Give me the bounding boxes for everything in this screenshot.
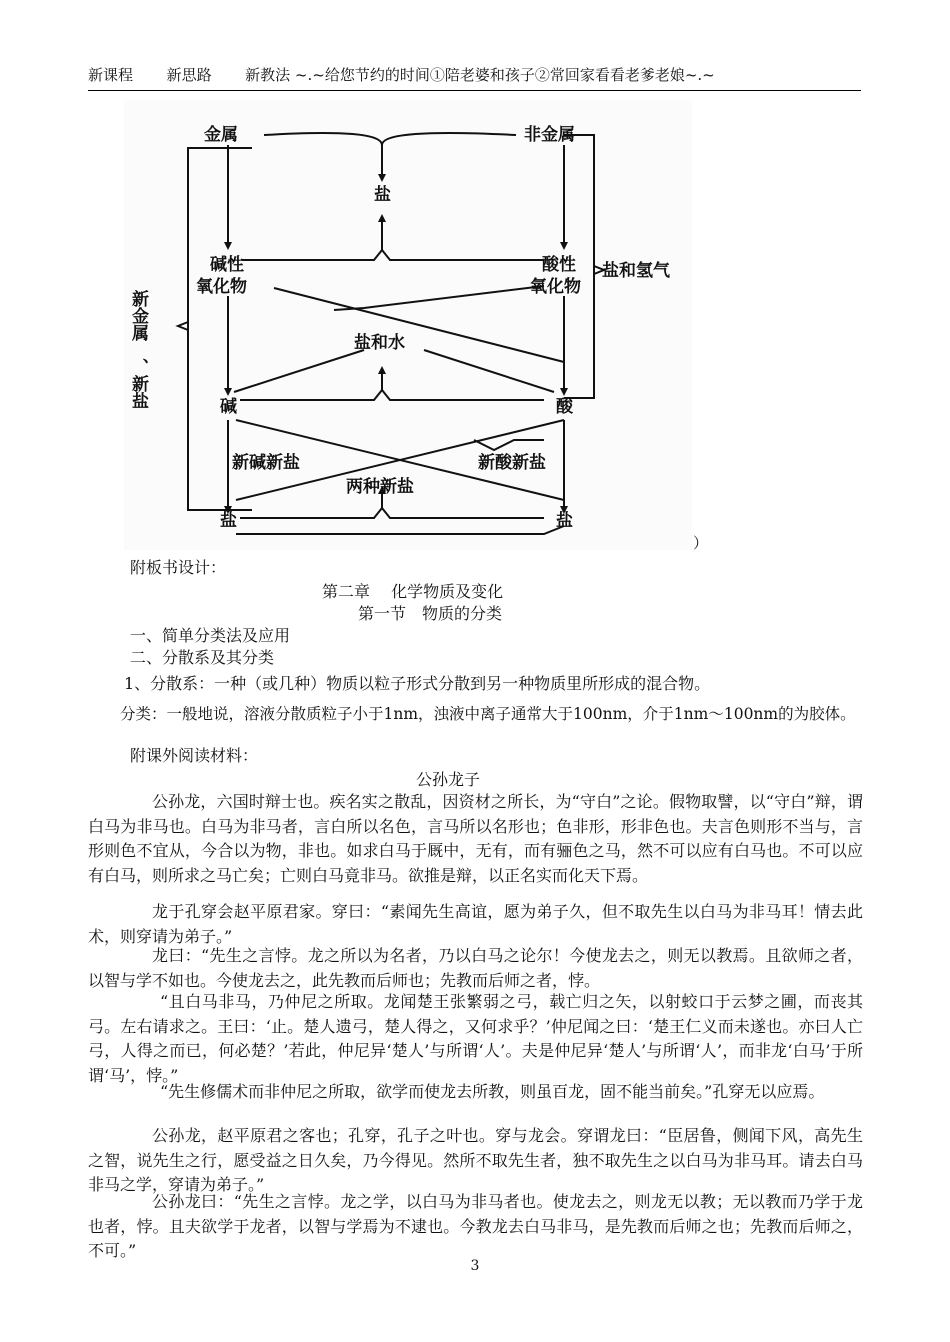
heading-simple-classification: 一、简单分类法及应用: [130, 626, 291, 645]
label-salt-water: 盐和水: [354, 333, 405, 353]
label-left-vertical-1: 新金属: [128, 290, 148, 341]
base-to-saltwater: [234, 350, 364, 392]
page-header: [88, 64, 861, 91]
reading-paragraph-3: 龙曰：“先生之言悖。龙之所以为名者，乃以白马之论尔！今使龙去之，则无以教焉。且欲师之者，以智与学不如也。今使龙去之，此先教而后师也；先教而后师之者，悖。: [88, 946, 863, 990]
label-acid: 酸: [556, 397, 573, 417]
closing-paren: ）: [693, 534, 709, 552]
brace-base-acid: [240, 390, 544, 400]
label-salt-hydrogen: 盐和氢气: [602, 261, 670, 281]
header-item-thinking: 新思路: [166, 66, 212, 84]
top-brace-metal-nonmetal: [264, 133, 516, 145]
reading-label: 附课外阅读材料：: [130, 746, 259, 765]
label-nonmetal: 非金属: [524, 125, 575, 145]
chemistry-relations-diagram: [124, 100, 692, 550]
reading-paragraph-1: 公孙龙，六国时辩士也。疾名实之散乱，因资材之所长，为“守白”之论。假物取譬，以“守白”辩，谓白马为非马也。白马为非马者，言白所以名色，言马所以名形也；色非形，形非色也。夫言色则形不当与，言形则色不宜从，今合以为物，非也。如求白马于厩中，无有，而有骊色之马，然不可以应有白马也。不可以应有白马，则所求之马亡矣；亡则白马竟非马。欲推是辩，以正名实而化天下焉。: [88, 792, 863, 885]
reading-paragraph-6: 公孙龙，赵平原君之客也；孔穿，孔子之叶也。穿与龙会。穿谓龙曰：“臣居鲁，侧闻下风，高先生之智，说先生之行，愿受益之日久矣，乃今得见。然所不取先生者，独不取先生之以白马为非马耳。请去白马非马之学，穿请为弟子。”: [88, 1126, 863, 1194]
board-title: 附板书设计：: [130, 558, 227, 577]
label-salt-left: 盐: [220, 511, 237, 531]
outer-left-brace-tip: [178, 322, 188, 330]
reading-paragraph-5: “先生修儒术而非仲尼之所取，欲学而使龙去所教，则虽百龙，固不能当前矣。”孔穿无以应焉。: [160, 1082, 825, 1101]
chapter-heading: 第二章 化学物质及变化: [322, 582, 504, 601]
label-base: 碱: [220, 397, 237, 417]
label-acidic-oxide-2: 氧化物: [530, 277, 581, 297]
brace-bottom-salts: [240, 508, 544, 518]
reading-paragraph-2: 龙于孔穿会赵平原君家。穿曰：“素闻先生高谊，愿为弟子久，但不取先生以白马为非马耳！情去此术，则穿请为弟子。”: [88, 902, 863, 946]
diagram-svg: [124, 100, 692, 550]
label-left-vertical-2: 、新盐: [128, 358, 148, 409]
label-two-salts: 两种新盐: [346, 477, 414, 497]
label-salt-right: 盐: [556, 511, 573, 531]
reading-paragraph-4: “且白马非马，乃仲尼之所取。龙闻楚王张繁弱之弓，载亡归之矢，以射蛟口于云梦之圃，而丧其弓。左右请求之。王曰：‘止。楚人遗弓，楚人得之，又何求乎？’仲尼闻之曰：‘楚王仁义而未遂也。亦曰人亡弓，人得之而已，何必楚？’若此，仲尼异‘楚人’与所谓‘人’。夫是仲尼异‘楚人’与所谓‘人’，而非龙‘白马’于所谓‘马’，悖。”: [88, 992, 863, 1085]
cross-line-1: [274, 288, 564, 362]
reading-title: 公孙龙子: [416, 770, 481, 789]
label-new-base-salt: 新碱新盐: [232, 453, 300, 473]
label-basic-oxide-2: 氧化物: [196, 277, 247, 297]
acid-to-saltwater: [424, 350, 554, 392]
label-metal: 金属: [204, 125, 238, 145]
bottom-base-line: [236, 526, 564, 534]
dispersion-definition: 1、分散系：一种（或几种）物质以粒子形式分散到另一种物质里所形成的混合物。: [124, 674, 711, 693]
section-heading: 第一节 物质的分类: [358, 604, 503, 623]
page-number: 3: [470, 1258, 480, 1274]
label-new-acid-salt: 新酸新盐: [478, 453, 546, 473]
label-acidic-oxide-1: 酸性: [542, 255, 576, 275]
reading-paragraph-7: 公孙龙曰：“先生之言悖。龙之学，以白马为非马者也。使龙去之，则龙无以教；无以教而乃学于龙也者，悖。且夫欲学于龙者，以智与学焉为不逮也。今教龙去白马非马，是先教而后师之也；先教而后师之，不可。”: [88, 1192, 863, 1260]
brace-oxides-salt: [242, 250, 544, 260]
heading-dispersion: 二、分散系及其分类: [130, 648, 275, 667]
small-brace-right: [474, 440, 544, 450]
header-item-course: 新课程: [88, 66, 134, 84]
cross-line-2: [334, 286, 544, 310]
header-item-method: 新教法 ~.~给您节约的时间①陪老婆和孩子②常回家看看老爹老娘~.~: [245, 66, 715, 84]
label-salt-top: 盐: [374, 185, 391, 205]
classification-paragraph: 分类：一般地说，溶液分散质粒子小于1nm，浊液中离子通常大于100nm，介于1nm～100nm的为胶体。: [120, 705, 856, 723]
label-basic-oxide-1: 碱性: [210, 255, 244, 275]
